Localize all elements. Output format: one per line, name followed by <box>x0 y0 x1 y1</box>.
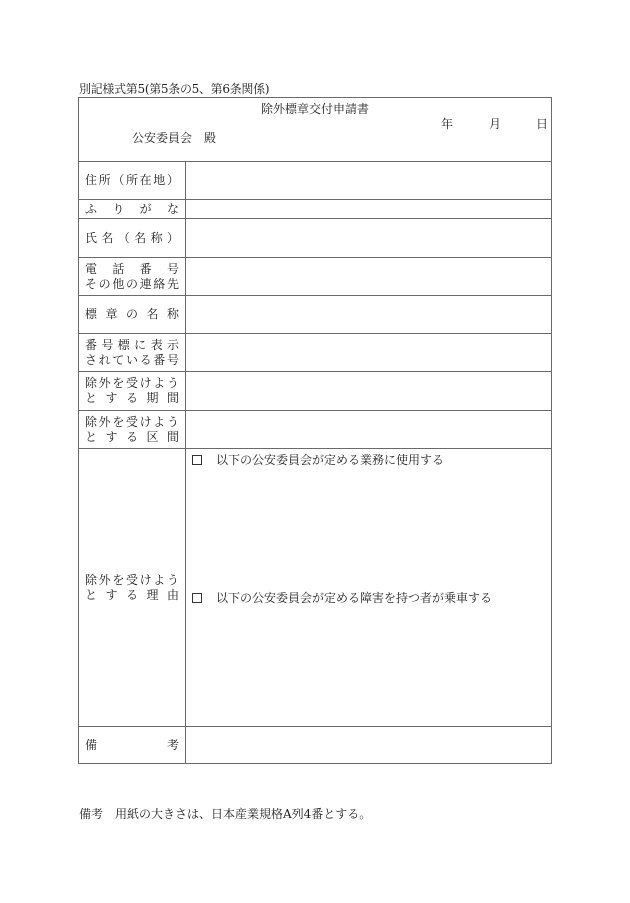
form-header <box>79 98 551 162</box>
label-line: 標 章 の 名 称 <box>85 307 179 321</box>
label-line: ふ り が な <box>85 201 179 216</box>
row-section <box>79 411 551 449</box>
label-furigana <box>79 200 186 218</box>
label-line: 電 話 番 号 <box>85 261 179 276</box>
label-line: 住 所 （ 所 在 地 ） <box>85 172 179 187</box>
reason-option-business[interactable]: 以下の公安委員会が定める業務に使用する <box>192 451 444 468</box>
row-period <box>79 372 551 411</box>
date-year: 年 <box>441 117 454 131</box>
field-plate-number[interactable] <box>186 334 551 371</box>
label-line: と す る 期 間 <box>85 391 179 405</box>
form-title: 除外標章交付申請書 <box>260 102 369 116</box>
label-line: 除 外 を 受 け よ う <box>85 572 179 587</box>
form-caption: 別記様式第5(第5条の5、第6条関係) <box>79 82 270 96</box>
field-address[interactable] <box>186 161 551 199</box>
reason-option-disability[interactable]: 以下の公安委員会が定める障害を持つ者が乗車する <box>192 589 492 606</box>
checkbox-icon[interactable] <box>192 593 202 603</box>
checkbox-icon[interactable] <box>192 455 202 465</box>
label-line: 番 号 標 に 表 示 <box>85 337 179 352</box>
field-name[interactable] <box>186 219 551 257</box>
label-line: 備 考 <box>85 738 179 752</box>
field-period[interactable] <box>186 372 551 410</box>
date-month: 月 <box>489 117 502 131</box>
label-section <box>79 411 186 448</box>
label-phone <box>79 258 186 295</box>
label-plate-number <box>79 334 186 371</box>
label-period <box>79 372 186 410</box>
label-line: 除 外 を 受 け よ う <box>85 414 179 429</box>
field-badge-name[interactable] <box>186 296 551 333</box>
row-plate-number <box>79 334 551 372</box>
row-address <box>79 161 551 200</box>
label-badge-name <box>79 296 186 333</box>
label-line: さ れ て い る 番 号 <box>85 352 179 367</box>
row-name <box>79 219 551 258</box>
label-remarks <box>79 727 186 764</box>
application-form <box>78 97 552 764</box>
label-line: と す る 理 由 <box>85 587 179 602</box>
date-day: 日 <box>536 117 549 131</box>
field-section[interactable] <box>186 411 551 448</box>
row-badge-name <box>79 296 551 334</box>
row-remarks <box>79 727 551 764</box>
footnote: 備考 用紙の大きさは、日本産業規格A列4番とする。 <box>79 807 372 821</box>
field-reason <box>186 449 551 726</box>
label-line: そ の 他 の 連 絡 先 <box>85 276 179 291</box>
row-furigana <box>79 200 551 219</box>
label-line: と す る 区 間 <box>85 429 179 444</box>
row-phone <box>79 258 551 296</box>
label-name <box>79 219 186 257</box>
field-phone[interactable] <box>186 258 551 295</box>
label-address <box>79 161 186 199</box>
label-line: 氏 名 （ 名 称 ） <box>85 230 179 245</box>
field-remarks[interactable] <box>186 727 551 764</box>
label-reason <box>79 449 186 726</box>
field-furigana[interactable] <box>186 200 551 218</box>
label-line: 除 外 を 受 け よ う <box>85 376 179 390</box>
addressee: 公安委員会 殿 <box>132 131 217 145</box>
row-reason <box>79 449 551 727</box>
